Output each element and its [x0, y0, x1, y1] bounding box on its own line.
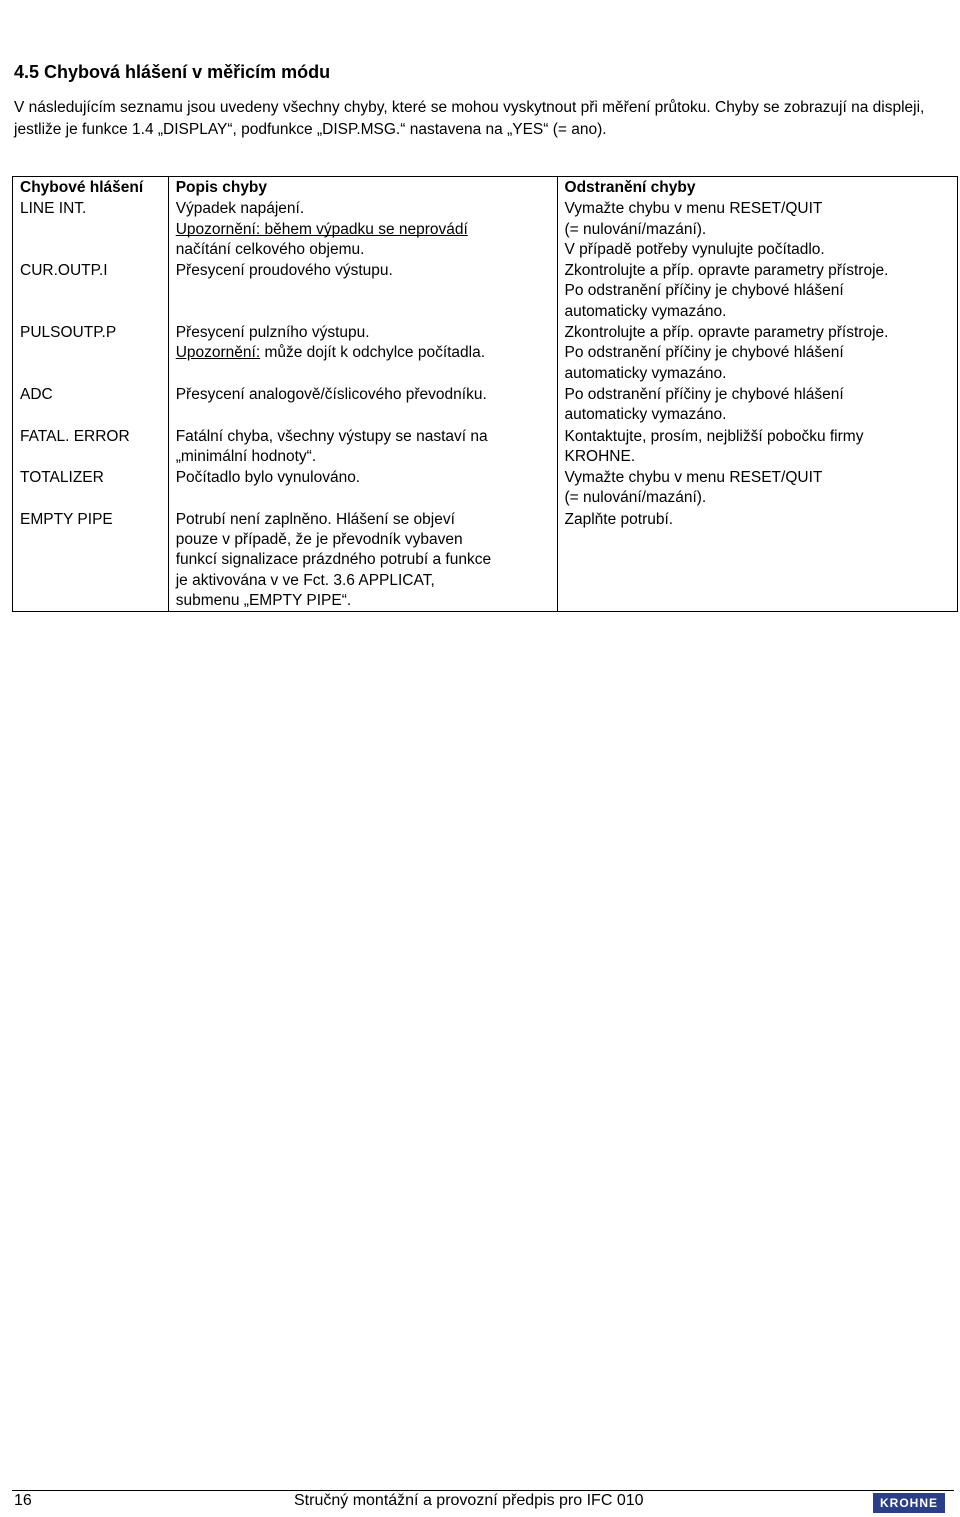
error-code: CUR.OUTP.I — [13, 260, 169, 322]
error-code: PULSOUTP.P — [13, 322, 169, 384]
table-row — [13, 384, 958, 426]
table-header-row — [13, 177, 958, 199]
description-line: pouze v případě, že je převodník vybaven — [175, 531, 463, 549]
error-remedy — [557, 509, 957, 612]
error-remedy — [557, 198, 957, 260]
page-number: 16 — [14, 1492, 32, 1509]
table-row — [13, 467, 958, 509]
table-row — [13, 322, 958, 384]
error-messages-table — [12, 176, 958, 612]
error-description — [168, 198, 557, 260]
description-line: Přesycení proudového výstupu. — [175, 262, 393, 280]
error-remedy — [557, 426, 957, 468]
description-line: Výpadek napájení. — [175, 200, 305, 218]
error-remedy — [557, 384, 957, 426]
table-row — [13, 426, 958, 468]
description-line — [176, 343, 550, 363]
error-code: FATAL. ERROR — [13, 426, 169, 468]
remedy-line: Vymažte chybu v menu RESET/QUIT — [564, 469, 823, 487]
remedy-line: Zaplňte potrubí. — [564, 510, 674, 528]
error-description — [168, 322, 557, 384]
remedy-line: automaticky vymazáno. — [564, 302, 727, 320]
remedy-line: automaticky vymazáno. — [564, 406, 727, 424]
description-line: Přesycení analogově/číslicového převodníku. — [175, 385, 487, 403]
section-heading: 4.5 Chybová hlášení v měřicím módu — [14, 62, 331, 82]
table-row — [13, 198, 958, 260]
remedy-line: Vymažte chybu v menu RESET/QUIT — [564, 200, 823, 218]
remedy-line: (= nulování/mazání). — [564, 489, 707, 507]
krohne-logo: KROHNE — [873, 1493, 945, 1513]
error-code: LINE INT. — [13, 198, 169, 260]
error-code: ADC — [13, 384, 169, 426]
remedy-line: automaticky vymazáno. — [564, 364, 727, 382]
description-line: submenu „EMPTY PIPE“. — [175, 591, 352, 609]
remedy-line: Po odstranění příčiny je chybové hlášení — [564, 385, 844, 403]
error-description — [168, 426, 557, 468]
description-line: funkcí signalizace prázdného potrubí a funkce — [175, 551, 492, 569]
description-line: Počítadlo bylo vynulováno. — [175, 469, 361, 487]
remedy-line: Po odstranění příčiny je chybové hlášení — [564, 344, 844, 362]
footer-title: Stručný montážní a provozní předpis pro IFC 010 — [294, 1492, 644, 1509]
remedy-line: Po odstranění příčiny je chybové hlášení — [564, 282, 844, 300]
header-description: Popis chyby — [168, 177, 557, 199]
footer-divider — [12, 1490, 954, 1491]
remedy-line: Zkontrolujte a příp. opravte parametry přístroje. — [564, 324, 889, 342]
note-label: Upozornění: — [175, 344, 261, 362]
description-line: Fatální chyba, všechny výstupy se nastaví na — [175, 427, 488, 445]
description-line: Přesycení pulzního výstupu. — [175, 324, 370, 342]
remedy-line: Zkontrolujte a příp. opravte parametry přístroje. — [564, 262, 889, 280]
error-remedy — [557, 260, 957, 322]
description-line: Upozornění: během výpadku se neprovádí — [175, 220, 468, 238]
error-description — [168, 384, 557, 426]
error-remedy — [557, 467, 957, 509]
table-row — [13, 509, 958, 612]
remedy-line: KROHNE. — [564, 447, 636, 465]
error-remedy — [557, 322, 957, 384]
table-row — [13, 260, 958, 322]
error-description — [168, 467, 557, 509]
description-line: „minimální hodnoty“. — [175, 447, 317, 465]
remedy-line: Kontaktujte, prosím, nejbližší pobočku firmy — [564, 427, 864, 445]
error-description — [168, 509, 557, 612]
error-code: TOTALIZER — [13, 467, 169, 509]
description-line: načítání celkového objemu. — [175, 240, 365, 258]
note-text: může dojít k odchylce počítadla. — [260, 344, 486, 362]
remedy-line: (= nulování/mazání). — [564, 220, 707, 238]
header-remedy: Odstranění chyby — [557, 177, 957, 199]
remedy-line: V případě potřeby vynulujte počítadlo. — [564, 240, 825, 258]
header-error-message: Chybové hlášení — [13, 177, 169, 199]
error-code: EMPTY PIPE — [13, 509, 169, 612]
description-line: je aktivována v ve Fct. 3.6 APPLICAT, — [175, 571, 435, 589]
intro-paragraph: V následujícím seznamu jsou uvedeny všechny chyby, které se mohou vyskytnout při měření průtoku. Chyby se zobrazují na displeji, jestliže je funkce 1.4 „DISPLAY“, podfunkce „DISP.MSG.“ nastavena na „YES“ (= ano). — [14, 99, 925, 138]
error-description — [168, 260, 557, 322]
description-line: Potrubí není zaplněno. Hlášení se objeví — [175, 510, 455, 528]
